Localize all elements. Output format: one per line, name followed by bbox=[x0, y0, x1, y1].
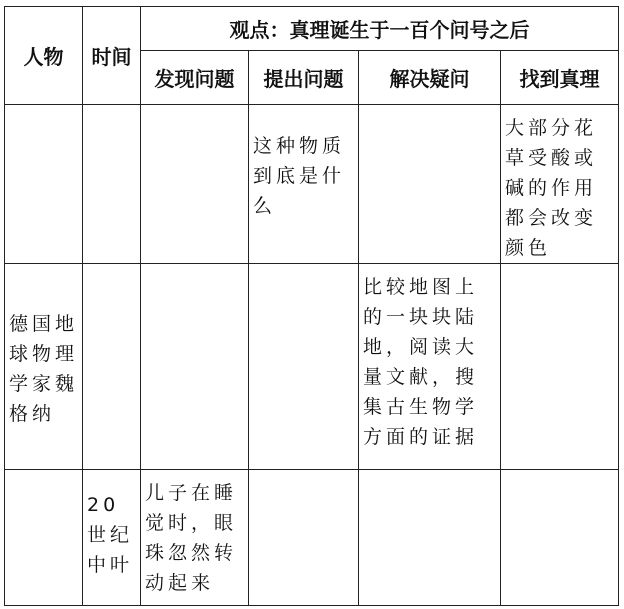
cell-person bbox=[5, 105, 83, 264]
header-time: 时间 bbox=[83, 7, 141, 105]
header-viewpoint: 观点：真理诞生于一百个问号之后 bbox=[141, 7, 619, 51]
cell-truth bbox=[501, 470, 619, 606]
table-row bbox=[5, 470, 619, 606]
table-row bbox=[5, 264, 619, 470]
table-row bbox=[5, 105, 619, 264]
cell-ask bbox=[249, 470, 359, 606]
cell-person: 德国地球物理学家魏格纳 bbox=[5, 264, 83, 470]
cell-person bbox=[5, 470, 83, 606]
cell-solve: 比较地图上的一块块陆地，阅读大量文献，搜集古生物学方面的证据 bbox=[359, 264, 501, 470]
header-person: 人物 bbox=[5, 7, 83, 105]
cell-time bbox=[83, 264, 141, 470]
inquiry-table bbox=[4, 6, 619, 606]
cell-discover: 儿子在睡觉时，眼珠忽然转动起来 bbox=[141, 470, 249, 606]
cell-truth bbox=[501, 264, 619, 470]
cell-ask bbox=[249, 264, 359, 470]
header-ask: 提出问题 bbox=[249, 51, 359, 105]
cell-time: 20世纪中叶 bbox=[83, 470, 141, 606]
cell-solve bbox=[359, 470, 501, 606]
cell-time bbox=[83, 105, 141, 264]
cell-ask: 这种物质到底是什么 bbox=[249, 105, 359, 264]
cell-solve bbox=[359, 105, 501, 264]
header-truth: 找到真理 bbox=[501, 51, 619, 105]
cell-discover bbox=[141, 264, 249, 470]
header-discover: 发现问题 bbox=[141, 51, 249, 105]
header-solve: 解决疑问 bbox=[359, 51, 501, 105]
table-container bbox=[4, 6, 619, 606]
cell-truth: 大部分花草受酸或碱的作用都会改变颜色 bbox=[501, 105, 619, 264]
header-row-top bbox=[5, 7, 619, 51]
cell-discover bbox=[141, 105, 249, 264]
